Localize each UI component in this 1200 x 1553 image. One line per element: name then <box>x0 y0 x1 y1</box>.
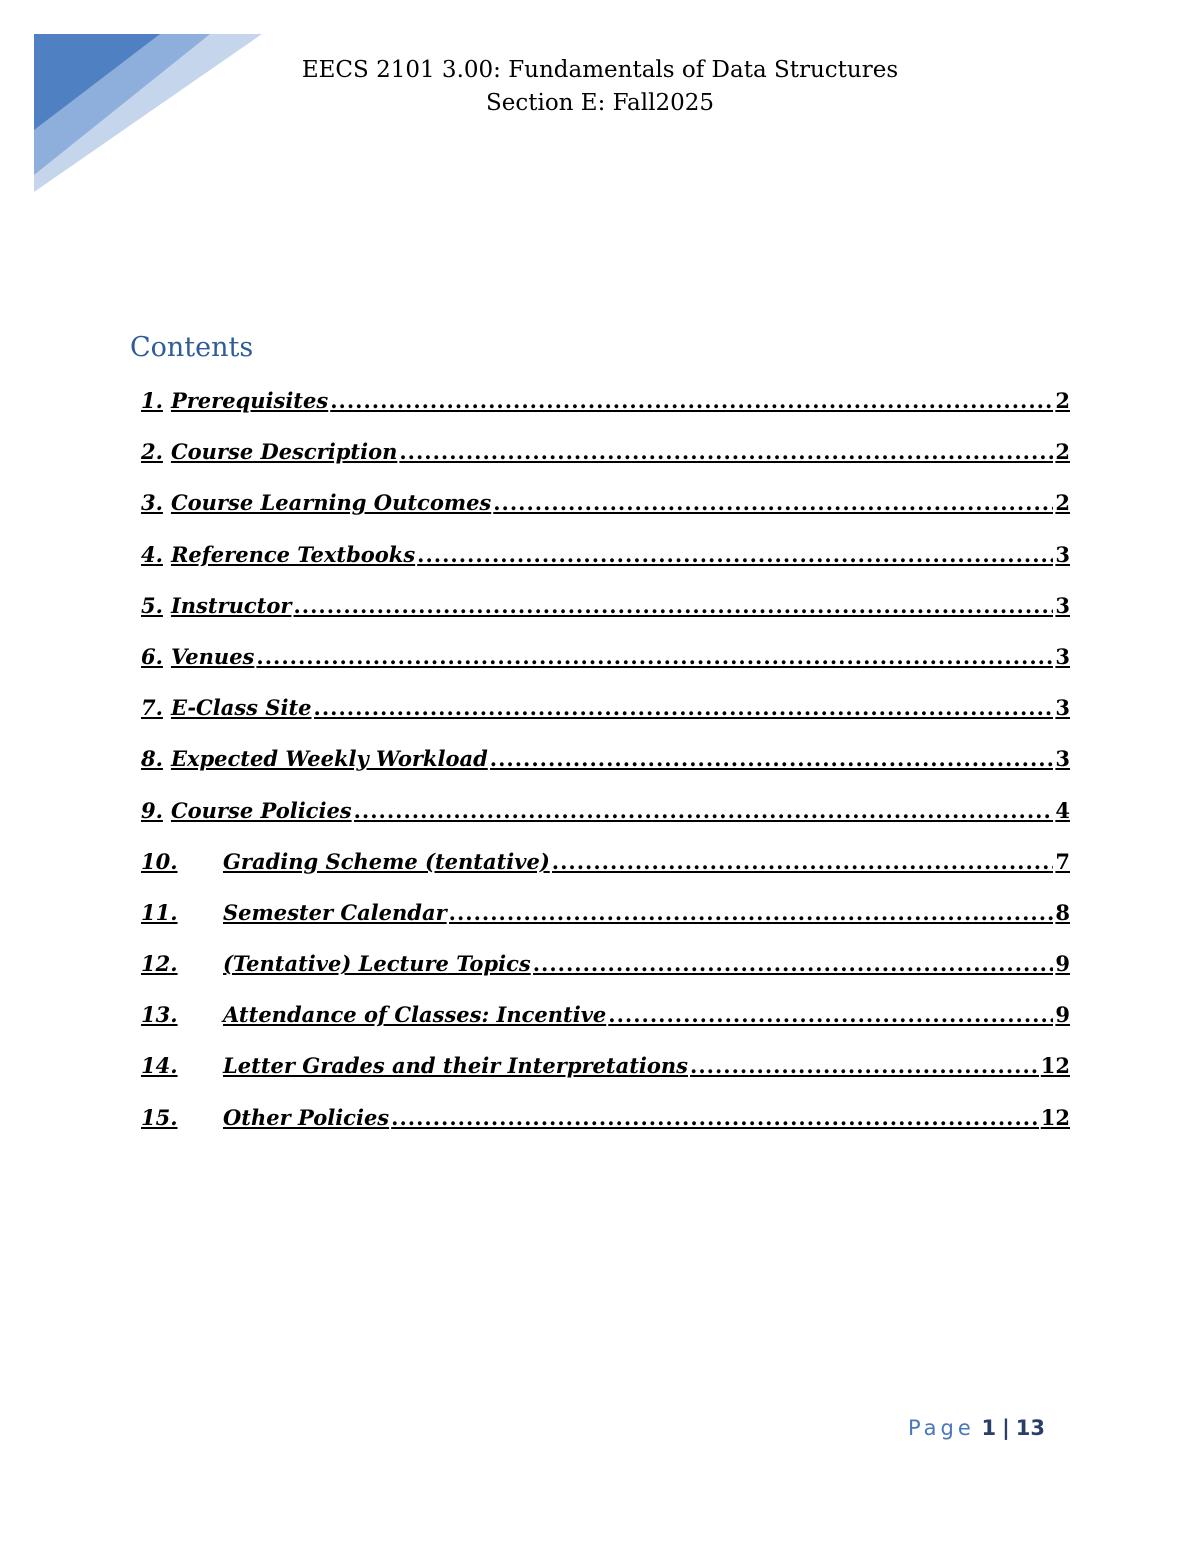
toc-entry-course-policies[interactable]: 9. Course Policies ..... 4 <box>141 798 1070 849</box>
toc-page-number: 12 <box>1040 1053 1070 1079</box>
toc-page-number: 3 <box>1055 541 1070 567</box>
toc-leader <box>314 695 1054 720</box>
toc-entry-title: Grading Scheme (tentative) <box>223 848 550 874</box>
toc-page-number: 2 <box>1055 439 1070 465</box>
toc-entry-prerequisites[interactable]: 1. Prerequisites ..... 2 <box>141 388 1070 439</box>
page-separator: | <box>1002 1416 1010 1440</box>
toc-entry-grading-scheme[interactable]: 10. Grading Scheme (tentative) ..... 7 <box>141 849 1070 900</box>
toc-entry-title: Semester Calendar <box>223 899 447 925</box>
toc-entry-title: E-Class Site <box>170 695 312 721</box>
toc-entry-title: Attendance of Classes: Incentive <box>223 1002 607 1028</box>
toc-page-number: 9 <box>1055 1002 1070 1028</box>
document-header <box>0 54 1200 120</box>
toc-entry-title: Other Policies <box>223 1104 390 1130</box>
toc-entry-title: Expected Weekly Workload <box>170 746 488 772</box>
toc-leader <box>417 542 1053 567</box>
toc-leader <box>293 593 1053 618</box>
section-term: Section E: Fall2025 <box>485 90 715 116</box>
toc-leader <box>490 746 1054 771</box>
toc-entry-title: Course Description <box>170 439 398 465</box>
toc-entry-course-description[interactable]: 2. Course Description ..... 2 <box>141 439 1070 490</box>
toc-page-number: 2 <box>1055 388 1070 413</box>
toc-entry-title: Letter Grades and their Interpretations <box>223 1053 689 1079</box>
toc-entry-learning-outcomes[interactable]: 3. Course Learning Outcomes ..... 2 <box>141 490 1070 541</box>
toc-page-number: 4 <box>1055 797 1070 823</box>
toc-leader <box>533 951 1054 976</box>
toc-page-number: 3 <box>1055 643 1070 669</box>
toc-leader <box>330 388 1053 413</box>
toc-entry-title: (Tentative) Lecture Topics <box>223 951 531 977</box>
toc-entry-title: Venues <box>170 643 255 669</box>
toc-leader <box>608 1002 1053 1027</box>
toc-page-number: 3 <box>1055 592 1070 618</box>
total-pages: 13 <box>1015 1416 1045 1440</box>
toc-leader <box>493 490 1053 515</box>
toc-leader <box>690 1053 1039 1078</box>
page-footer <box>908 1416 1045 1440</box>
toc-page-number: 3 <box>1055 746 1070 772</box>
toc-page-number: 9 <box>1055 951 1070 977</box>
toc-entry-other-policies[interactable]: 15. Other Policies ..... 12 <box>141 1105 1070 1156</box>
toc-entry-lecture-topics[interactable]: 12. (Tentative) Lecture Topics ..... 9 <box>141 951 1070 1002</box>
toc-page-number: 12 <box>1040 1104 1070 1130</box>
table-of-contents <box>141 388 1070 1156</box>
toc-page-number: 8 <box>1055 899 1070 925</box>
toc-leader <box>391 1105 1039 1130</box>
toc-entry-letter-grades[interactable]: 14. Letter Grades and their Interpretations ..... 12 <box>141 1053 1070 1104</box>
toc-leader <box>354 798 1054 823</box>
toc-entry-title: Course Learning Outcomes <box>170 490 492 516</box>
toc-page-number: 7 <box>1055 848 1070 874</box>
toc-page-number: 2 <box>1055 490 1070 516</box>
page-label: Page <box>907 1416 975 1440</box>
toc-entry-attendance[interactable]: 13. Attendance of Classes: Incentive ..... 9 <box>141 1002 1070 1053</box>
toc-entry-reference-textbooks[interactable]: 4. Reference Textbooks ..... 3 <box>141 542 1070 593</box>
contents-heading: Contents <box>130 332 254 363</box>
toc-leader <box>449 900 1054 925</box>
toc-entry-title: Prerequisites <box>170 388 329 413</box>
toc-entry-title: Course Policies <box>170 797 352 823</box>
toc-entry-title: Reference Textbooks <box>170 541 416 567</box>
toc-page-number: 3 <box>1055 695 1070 721</box>
toc-leader <box>399 439 1053 464</box>
toc-entry-eclass-site[interactable]: 7. E-Class Site ..... 3 <box>141 695 1070 746</box>
toc-entry-title: Instructor <box>170 592 292 618</box>
current-page: 1 <box>981 1416 997 1440</box>
toc-entry-instructor[interactable]: 5. Instructor ..... 3 <box>141 593 1070 644</box>
toc-entry-semester-calendar[interactable]: 11. Semester Calendar ..... 8 <box>141 900 1070 951</box>
toc-entry-venues[interactable]: 6. Venues ..... 3 <box>141 644 1070 695</box>
toc-leader <box>256 644 1053 669</box>
course-title: EECS 2101 3.00: Fundamentals of Data Structures <box>301 57 899 83</box>
toc-leader <box>552 849 1054 874</box>
toc-entry-weekly-workload[interactable]: 8. Expected Weekly Workload ..... 3 <box>141 746 1070 797</box>
